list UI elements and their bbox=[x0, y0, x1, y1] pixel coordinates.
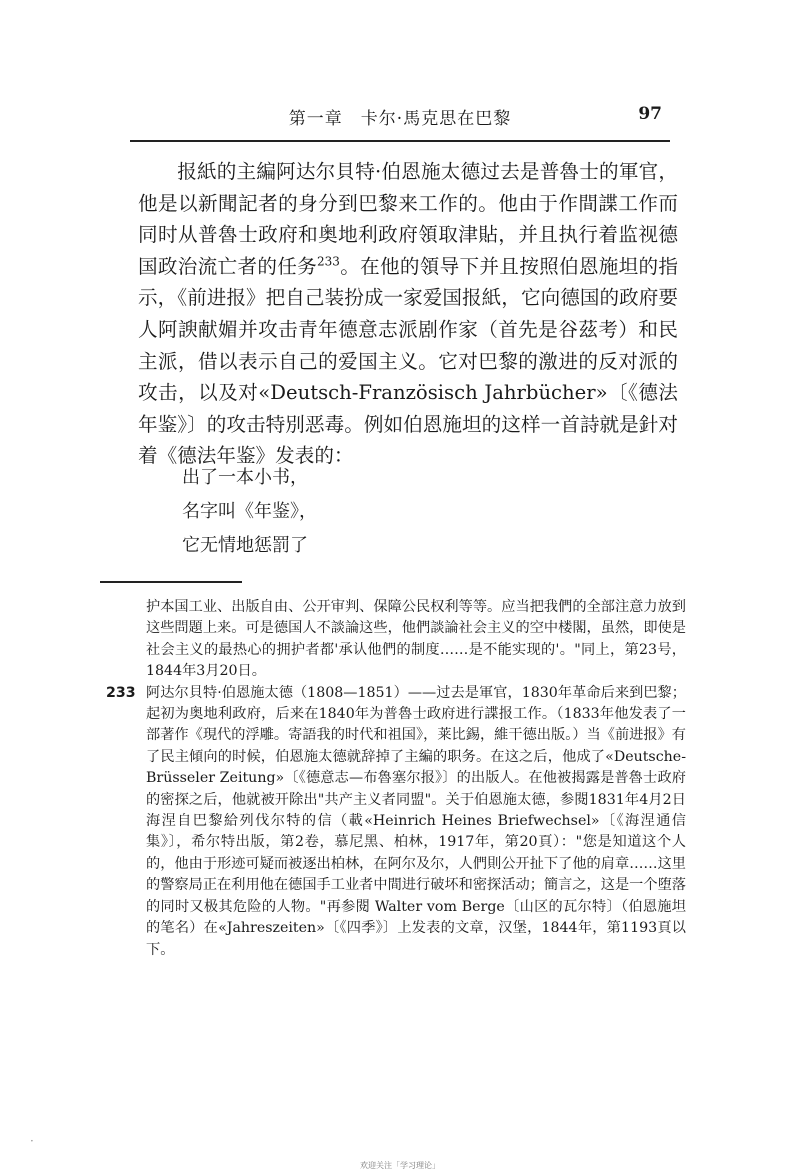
paragraph-text-part2: 。在他的領导下并且按照伯恩施坦的指示，《前进报》把自己装扮成一家爱国报紙，它向德国的政府要人阿諛献媚并攻击青年德意志派剧作家（首先是谷茲考）和民主派，借以表示自己的爱国主义。它对巴黎的激进的反对派的攻击，以及对«Deutsch-Französisch Jahrbücher»〔《德法年鉴》〕的攻击特別恶毒。例如伯恩施坦的这样一首詩就是針对着《德法年鉴》发表的： bbox=[138, 254, 679, 468]
footnote-divider bbox=[100, 581, 242, 583]
page-number: 97 bbox=[638, 104, 662, 124]
poem-line-3: 它无情地惩罰了 bbox=[182, 535, 308, 556]
footnotes bbox=[106, 597, 686, 961]
poem-block bbox=[182, 461, 317, 563]
footnote-continuation: 护本国工业、出版自由、公开审判、保障公民权利等等。应当把我們的全部注意力放到这些問題上来。可是德国人不談論这些，他們談論社会主义的空中楼閣，虽然，即使是社会主义的最热心的拥护者都'承认他們的制度……是不能实现的'。"同上，第23号，1844年3月20日。 bbox=[146, 599, 686, 680]
footnote-number: 233 bbox=[106, 684, 136, 701]
chapter-title: 第一章 卡尔·馬克思在巴黎 bbox=[288, 109, 512, 129]
footnote-233 bbox=[106, 683, 686, 961]
running-header bbox=[130, 96, 670, 142]
footnote-text: 阿达尔貝特·伯恩施太德（1808—1851）——过去是軍官，1830年革命后来到巴黎；起初为奥地利政府，后来在1840年为普魯士政府进行諜报工作。（1833年他发表了一部著作《現代的浮雕。寄語我的时代和祖国》，莱比錫，維干德出版。）当《前进报》有了民主傾向的时候，伯恩施太德就辞掉了主編的职务。在这之后，他成了«Deutsche-Brüsseler Zeitung»〔《德意志—布魯塞尔报》〕的出版人。在他被揭露是普魯士政府的密探之后，他就被开除出"共产主义者同盟"。关于伯恩施太德，参閱1831年4月2日海涅自巴黎給列伐尔特的信（載«Heinrich Heines Briefwechsel»〔《海涅通信集》〕，希尔特出版，第2卷，慕尼黑、柏林，1917年，第20頁）："您是知道这个人的，他由于形迹可疑而被逐出柏林，在阿尔及尔，人們則公开扯下了他的肩章……这里的警察局正在利用他在德国手工业者中間进行破坏和密探活动；簡言之，这是一个堕落的同时又极其危险的人物。"再参閱 Walter vom Berge〔山区的瓦尔特〕（伯恩施坦的笔名）在«Jahreszeiten»〔《四季》〕上发表的文章，汉堡，1844年，第1193頁以下。 bbox=[146, 684, 686, 958]
paragraph-text-part1: 报紙的主編阿达尔貝特·伯恩施太德过去是普魯士的軍官，他是以新聞記者的身分到巴黎来工作的。他由于作間諜工作而同时从普魯士政府和奥地利政府領取津貼，并且执行着监视德国政治流亡者的任务 bbox=[138, 160, 678, 278]
main-paragraph bbox=[138, 156, 678, 472]
poem-line-1: 出了一本小书， bbox=[182, 467, 308, 488]
footnote-ref-233[interactable]: 233 bbox=[317, 254, 340, 269]
poem-line-2: 名字叫《年鉴》， bbox=[182, 501, 317, 522]
paragraph-text bbox=[138, 156, 678, 472]
scan-mark: · bbox=[30, 1134, 34, 1148]
watermark: 欢迎关注「学习理论」 bbox=[360, 1161, 440, 1170]
